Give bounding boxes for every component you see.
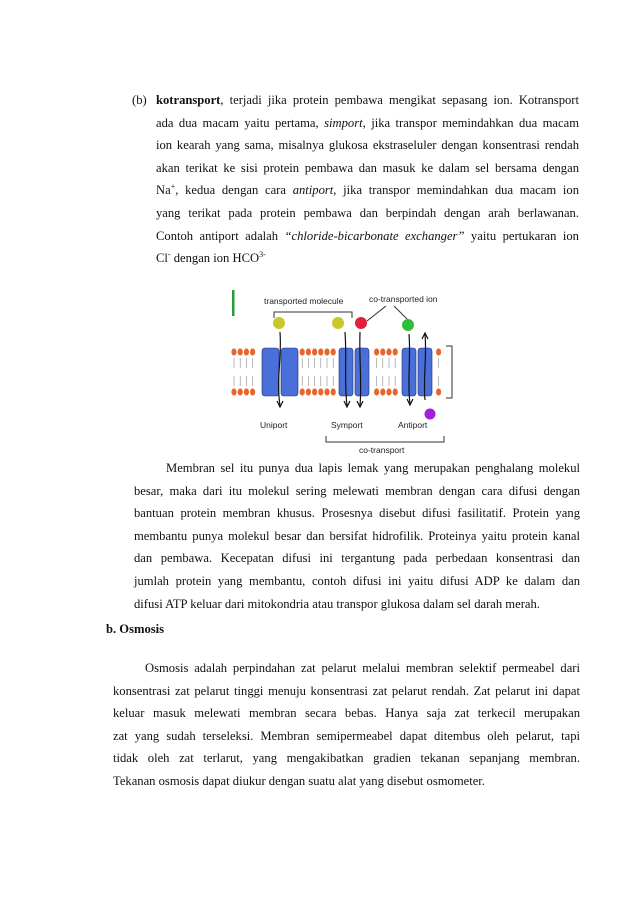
lipid-head [238,388,243,395]
lipid-head [250,388,255,395]
lipid-head [312,348,317,355]
figure-accent-bar [232,290,235,316]
ion-purple-antiport [425,409,436,420]
paragraph-line: konsentrasi zat pelarut tinggi menuju konsentrasi zat pelarut rendah. Zat pelarut ini dapat [113,683,580,698]
term-exchanger: “chloride-bicarbonate exchanger” [284,228,465,243]
ion-red-symport [355,317,367,329]
paragraph-line: kotransport, terjadi jika protein pembawa mengikat sepasang ion. Kotransport [156,93,579,107]
lipid-head [306,348,311,355]
transport-diagram [226,288,466,456]
lipid-head [374,388,379,395]
paragraph-line: zat yang sudah terseleksi. Membran semipermeabel dapat ditembus oleh pelarut, tapi [113,728,580,743]
facilitated-diffusion-paragraph [134,457,580,615]
term-simport: simport [324,115,363,130]
paragraph-line: Osmosis adalah perpindahan zat pelarut melalui membran selektif permeabel dari [145,661,580,675]
lipid-head [306,388,311,395]
paragraph-line: Contoh antiport adalah “chloride-bicarbonate exchanger” yaitu pertukaran ion [156,228,579,243]
lipid-head [238,348,243,355]
term-antiport: antiport [292,183,334,198]
bracket-co-transport [326,436,444,442]
paragraph-line: keluar masuk melewati membran secara bebas. Hanya saja zat terkecil merupakan [113,706,580,721]
paragraph-line: dan pembawa. Kecepatan difusi ini tergantung pada perbedaan konsentrasi dan [134,551,580,566]
lipid-head [380,348,385,355]
symport-protein [339,332,369,407]
lipid-head [393,348,398,355]
lipid-head [231,388,236,395]
lipid-head [386,388,391,395]
label-antiport: Antiport [398,420,428,430]
bracket-membrane [446,346,452,398]
lipid-head [324,348,329,355]
label-symport: Symport [331,420,363,430]
osmosis-paragraph [113,657,580,793]
antiport-protein [402,333,432,405]
uniport-protein [262,332,298,407]
paragraph-line: yang terikat pada protein pembawa dan berpindah dengan arah berlawanan. [156,205,579,220]
lipid-head [300,348,305,355]
lipid-head [250,348,255,355]
molecule-yellow-uniport [273,317,285,329]
paragraph-line: Cl- dengan ion $HCO^{3-}$ [156,249,266,266]
label-uniport: Uniport [260,420,288,430]
paragraph-line: ion kearah yang sama, misalnya glukosa ekstraseluler dengan konsentrasi rendah [156,138,579,153]
lipid-head [386,348,391,355]
paragraph-line: ada dua macam yaitu pertama, simport, jika transpor memindahkan dua macam [156,115,579,130]
paragraph-line: bantuan protein membran khusus. Prosesnya disebut difusi fasilitatif. Protein yang [134,506,580,521]
label-transported-molecule: transported molecule [264,296,344,306]
kotransport-paragraph [156,89,579,270]
paragraph-line: Na+, kedua dengan cara antiport, jika transpor memindahkan dua macam ion [156,182,579,198]
lipid-head [244,388,249,395]
lipid-head [380,388,385,395]
bracket-transported [274,312,352,318]
lipid-head [331,388,336,395]
molecule-yellow-symport [332,317,344,329]
lipid-head [244,348,249,355]
paragraph-line: tidak oleh zat terlarut, yang mengakibatkan gradien tekanan sepanjang membran. [113,751,580,766]
paragraph-line: besar, maka dari itu molekul sering melewati membran dengan cara difusi dengan [134,483,580,498]
paragraph-line: Membran sel itu punya dua lapis lemak yang merupakan penghalang molekul [166,461,580,475]
section-heading-osmosis: b. Osmosis [106,622,165,636]
lipid-head [312,388,317,395]
paragraph-line: Tekanan osmosis dapat diukur dengan suatu alat yang disebut osmometer. [113,773,485,788]
lipid-head [436,348,441,355]
lipid-head [231,348,236,355]
line-co-ion [367,306,386,321]
ion-green-antiport [402,319,414,331]
lipid-head [436,388,441,395]
label-co-transported-ion: co-transported ion [369,294,438,304]
lipid-head [318,388,323,395]
lipid-head [318,348,323,355]
cotransport-figure [226,288,466,456]
lipid-head [374,348,379,355]
lipid-head [393,388,398,395]
paragraph-line: akan terikat ke sisi protein pembawa dan masuk ke dalam sel bersama dengan [156,160,579,175]
term-kotransport: kotransport [156,93,221,107]
paragraph-line: difusi ATP keluar dari mitokondria atau transpor glukosa dalam sel darah merah. [134,596,540,611]
lipid-head [324,388,329,395]
line-co-ion-2 [394,306,408,320]
lipid-head [300,388,305,395]
label-co-transport: co-transport [359,445,405,455]
paragraph-line: membantu punya molekul besar dan bersifat hidrofilik. Proteinya yaitu protein kanal [134,528,580,543]
list-item-label: (b) [132,93,147,107]
lipid-head [331,348,336,355]
paragraph-line: jumlah protein yang membantu, contoh difusi ini yaitu difusi ADP ke dalam dan [134,573,580,588]
